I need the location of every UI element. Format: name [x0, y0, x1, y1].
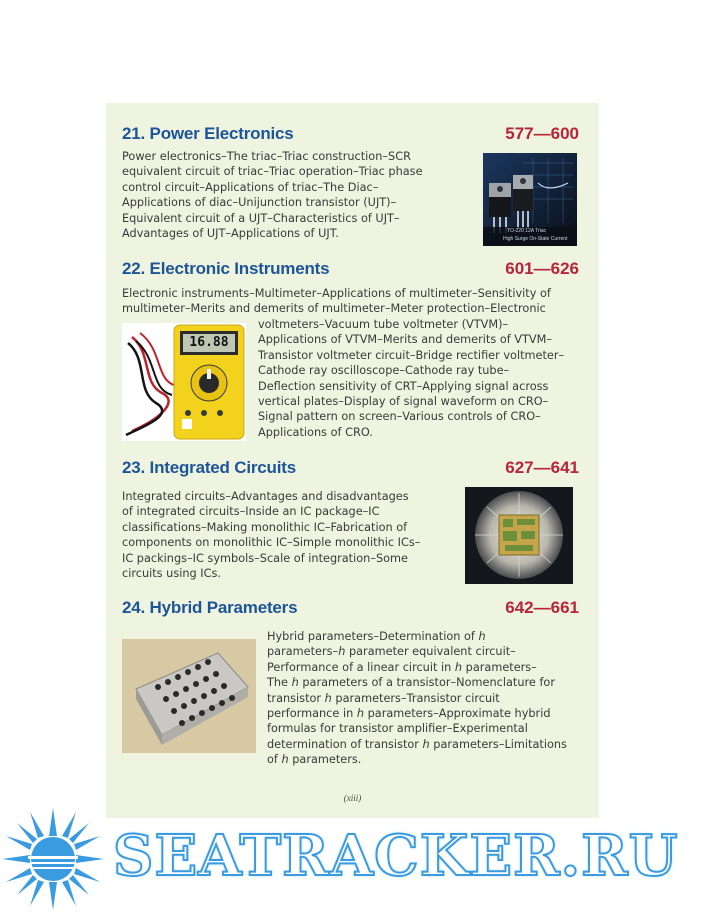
- section-21-title: 21. Power Electronics: [122, 124, 294, 143]
- section-24-pages: 642—661: [505, 598, 579, 617]
- section-22-title: 22. Electronic Instruments: [122, 259, 330, 278]
- section-24-text: [267, 629, 580, 768]
- ic-die-image: [465, 487, 573, 584]
- h-parameter-kit-image: [122, 639, 256, 753]
- text-line: performance in h parameters–Approximate hybrid: [267, 707, 551, 721]
- text-line: circuits using ICs.: [122, 567, 221, 581]
- text-line: voltmeters–Vacuum tube voltmeter (VTVM)–: [258, 318, 509, 331]
- text-line: components on monolithic IC–Simple monolithic ICs–: [122, 536, 421, 550]
- section-22-pages: 601—626: [505, 259, 579, 278]
- section-22-text-full: [122, 286, 580, 317]
- section-24-title: 24. Hybrid Parameters: [122, 598, 298, 617]
- text-line: vertical plates–Display of signal waveform on CRO–: [258, 395, 549, 409]
- text-line: formulas for transistor amplifier–Experimental: [267, 722, 528, 736]
- section-23-title: 23. Integrated Circuits: [122, 458, 296, 477]
- text-line: The h parameters of a transistor–Nomenclature for: [267, 676, 555, 690]
- triac-image-label: TO-220 12A Triac: [507, 228, 547, 234]
- text-line: Signal pattern on screen–Various controls of CRO–: [258, 410, 541, 424]
- text-line: equivalent circuit of triac–Triac operation–Triac phase: [122, 165, 423, 179]
- section-23-text: [122, 489, 446, 581]
- text-line: Integrated circuits–Advantages and disadvantages: [122, 490, 409, 503]
- text-line: classifications–Making monolithic IC–Fabrication of: [122, 520, 408, 534]
- text-line: Advantages of UJT–Applications of UJT.: [122, 227, 339, 241]
- section-22-text-wrapped: [258, 317, 580, 440]
- section-23-pages: 627—641: [505, 458, 579, 477]
- text-line: of h parameters.: [267, 753, 362, 767]
- ic-die-picture: [465, 487, 573, 584]
- watermark-text: SEATRACKER.RU: [113, 823, 679, 889]
- text-line: determination of transistor h parameters–Limitations: [267, 737, 567, 751]
- section-21-pages: 577—600: [505, 124, 579, 143]
- text-line: Power electronics–The triac–Triac construction–SCR: [122, 150, 411, 163]
- text-line: Applications of VTVM–Merits and demerits of VTVM–: [258, 333, 553, 347]
- text-line: Cathode ray oscilloscope–Cathode ray tube–: [258, 364, 510, 378]
- h-parameter-kit-picture: [122, 639, 256, 753]
- text-line: Electronic instruments–Multimeter–Applications of multimeter–Sensitivity of: [122, 287, 551, 300]
- multimeter-image: [122, 323, 246, 441]
- text-line: Transistor voltmeter circuit–Bridge rectifier voltmeter–: [258, 348, 565, 362]
- triac-image: [483, 153, 577, 246]
- text-line: multimeter–Merits and demerits of multimeter–Meter protection–Electronic: [122, 302, 546, 316]
- toc-panel: [106, 103, 599, 818]
- page-number: (xiii): [343, 793, 362, 803]
- text-line: Equivalent circuit of a UJT–Characteristics of UJT–: [122, 211, 400, 225]
- triac-image-caption: High Surge On-State Current: [503, 236, 568, 242]
- section-21-text: [122, 149, 471, 241]
- text-line: Applications of diac–Unijunction transistor (UJT)–: [122, 196, 397, 210]
- text-line: Deflection sensitivity of CRT–Applying signal across: [258, 379, 549, 393]
- sun-logo: [0, 806, 106, 912]
- text-line: of integrated circuits–Inside an IC package–IC: [122, 505, 380, 519]
- text-line: IC packings–IC symbols–Scale of integration–Some: [122, 551, 409, 565]
- multimeter-display: 16.88: [189, 335, 229, 350]
- text-line: Applications of CRO.: [258, 425, 373, 439]
- text-line: transistor h parameters–Transistor circuit: [267, 691, 500, 705]
- text-line: Hybrid parameters–Determination of h: [267, 630, 486, 643]
- text-line: Performance of a linear circuit in h parameters–: [267, 660, 537, 674]
- text-line: parameters–h parameter equivalent circuit–: [267, 645, 516, 659]
- text-line: control circuit–Applications of triac–The Diac–: [122, 180, 379, 194]
- sun-logo-icon: [0, 806, 106, 912]
